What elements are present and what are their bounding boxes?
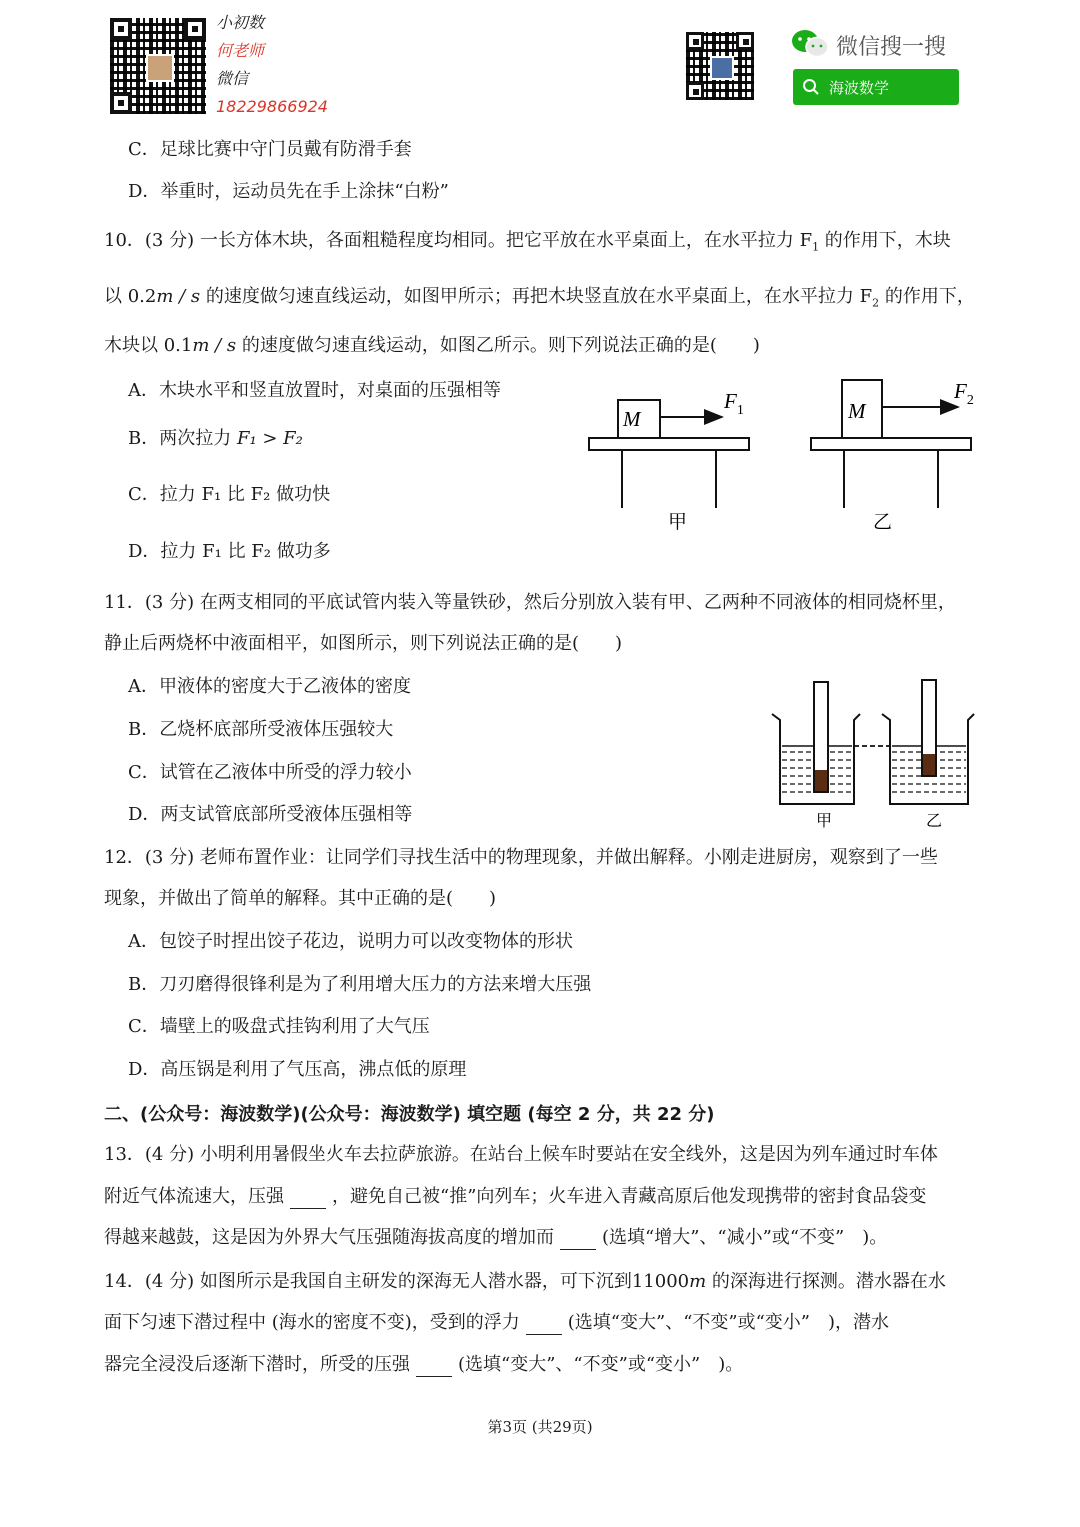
q10-stem-line-1: 10．(3 分) 一长方体木块，各面粗糙程度均相同。把它平放在水平桌面上，在水平拉力 $F_1$ 的作用下，木块 bbox=[104, 230, 951, 254]
q11-stem-line-2: 静止后两烧杯中液面相平，如图所示，则下列说法正确的是( ) bbox=[104, 633, 623, 654]
q13-stem-line-1: 13．(4 分) 小明利用暑假坐火车去拉萨旅游。在站台上候车时要站在安全线外，这是因为列车通过时车体 bbox=[104, 1144, 938, 1165]
q10-option-b: B．两次拉力 F₁ > F₂ bbox=[128, 428, 303, 449]
q13-stem-line-2: 附近气体流速大，压强 ，避免自己被“推”向列车；火车进入青藏高原后他发现携带的密封食品袋变 bbox=[104, 1186, 927, 1207]
qr-logo bbox=[710, 56, 734, 80]
q13-stem-line-3: 得越来越鼓，这是因为外界大气压强随海拔高度的增加而 (选填“增大”、“减小”或“不变” )。 bbox=[104, 1227, 888, 1248]
q12-option-c: C．墙壁上的吸盘式挂钩利用了大气压 bbox=[128, 1016, 430, 1037]
search-icon bbox=[802, 78, 820, 96]
caption-jia: 甲 bbox=[816, 811, 833, 830]
wechat-logo-icon bbox=[790, 28, 832, 60]
block-label-right: M bbox=[848, 399, 866, 423]
q11-stem-line-1: 11．(3 分) 在两支相同的平底试管内装入等量铁砂，然后分别放入装有甲、乙两种不同液体的相同烧杯里， bbox=[104, 592, 956, 613]
answer-blank[interactable] bbox=[560, 1231, 596, 1250]
caption-jia: 甲 bbox=[668, 511, 688, 533]
q10-stem-line-3: 木块以 0.1m / s 的速度做匀速直线运动，如图乙所示。则下列说法正确的是( ) bbox=[104, 335, 760, 356]
force-label-f2: $F_2$ bbox=[954, 379, 974, 408]
answer-blank[interactable] bbox=[290, 1190, 326, 1209]
caption-yi: 乙 bbox=[873, 511, 893, 533]
q14-stem-line-3: 器完全浸没后逐渐下潜时，所受的压强 (选填“变大”、“不变”或“变小” )。 bbox=[104, 1354, 744, 1375]
q12-stem-line-2: 现象，并做出了简单的解释。其中正确的是( ) bbox=[104, 888, 497, 909]
block-label-left: M bbox=[623, 407, 641, 431]
q11-option-d: D．两支试管底部所受液体压强相等 bbox=[128, 804, 413, 825]
page-number: 第3页 (共29页) bbox=[487, 1418, 593, 1436]
handwritten-phone: 18229866924 bbox=[216, 97, 328, 116]
force-label-f1: $F_1$ bbox=[724, 389, 744, 418]
answer-blank[interactable] bbox=[526, 1316, 562, 1335]
search-button[interactable] bbox=[793, 69, 959, 105]
section-heading: 二、(公众号：海波数学)(公众号：海波数学) 填空题 (每空 2 分，共 22 分) bbox=[104, 1104, 715, 1125]
handwritten-line-1: 小初数 bbox=[216, 13, 265, 32]
q14-stem-line-1: 14．(4 分) 如图所示是我国自主研发的深海无人潜水器，可下沉到11000m 的深海进行探测。潜水器在水 bbox=[104, 1271, 946, 1292]
q10-option-c: C．拉力 F₁ 比 F₂ 做功快 bbox=[128, 484, 331, 505]
q11-figure bbox=[766, 676, 976, 832]
q9-option-c: C．足球比赛中守门员戴有防滑手套 bbox=[128, 139, 412, 160]
q11-option-a: A．甲液体的密度大于乙液体的密度 bbox=[128, 676, 411, 697]
answer-blank[interactable] bbox=[416, 1358, 452, 1377]
q9-option-d: D．举重时，运动员先在手上涂抹“白粉” bbox=[128, 181, 449, 202]
avatar bbox=[146, 54, 174, 82]
q11-option-c: C．试管在乙液体中所受的浮力较小 bbox=[128, 762, 412, 783]
q10-figure bbox=[586, 378, 982, 534]
q14-stem-line-2: 面下匀速下潜过程中 (海水的密度不变)，受到的浮力 (选填“变大”、“不变”或“变小” )，潜水 bbox=[104, 1312, 890, 1333]
handwritten-line-3: 微信 bbox=[216, 69, 249, 88]
wechat-search-title: 微信搜一搜 bbox=[836, 35, 947, 60]
q12-option-d: D．高压锅是利用了气压高，沸点低的原理 bbox=[128, 1059, 467, 1080]
q10-option-a: A．木块水平和竖直放置时，对桌面的压强相等 bbox=[128, 380, 501, 401]
q11-option-b: B．乙烧杯底部所受液体压强较大 bbox=[128, 719, 394, 740]
caption-yi: 乙 bbox=[926, 811, 943, 830]
q12-option-b: B．刀刃磨得很锋利是为了利用增大压力的方法来增大压强 bbox=[128, 974, 592, 995]
q12-stem-line-1: 12．(3 分) 老师布置作业：让同学们寻找生活中的物理现象，并做出解释。小刚走进厨房，观察到了一些 bbox=[104, 847, 938, 868]
q10-stem-line-2: 以 0.2m / s 的速度做匀速直线运动，如图甲所示；再把木块竖直放在水平桌面上，在水平拉力 $F_2$ 的作用下， bbox=[104, 286, 975, 310]
q10-option-d: D．拉力 F₁ 比 F₂ 做功多 bbox=[128, 541, 331, 562]
q12-option-a: A．包饺子时捏出饺子花边，说明力可以改变物体的形状 bbox=[128, 931, 573, 952]
search-button-label: 海波数学 bbox=[829, 79, 890, 97]
handwritten-line-2: 何老师 bbox=[216, 41, 265, 60]
